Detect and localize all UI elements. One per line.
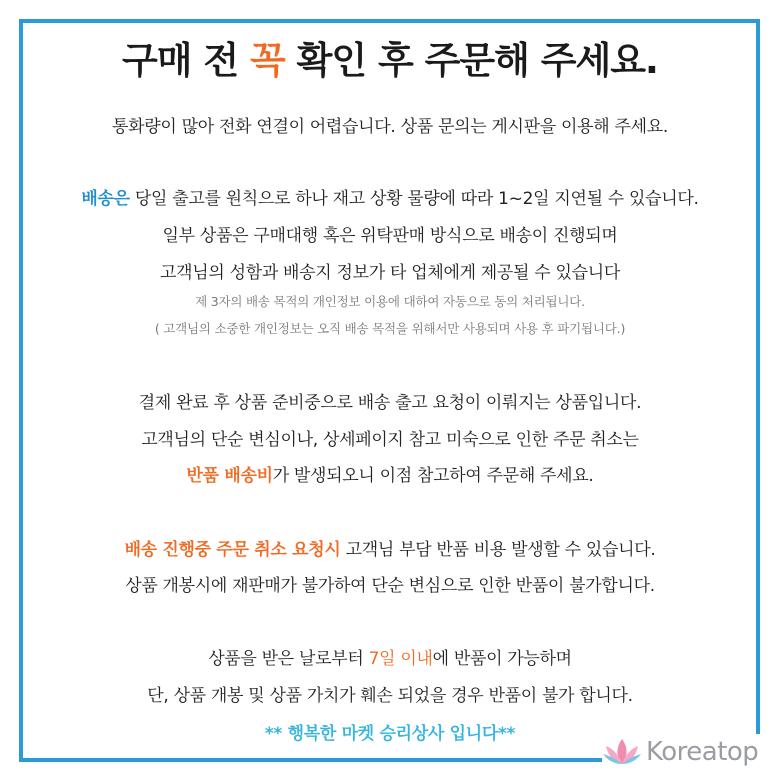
shipping-highlight: 배송은	[81, 189, 130, 209]
in-transit-line-1	[20, 535, 760, 560]
returns-line-1-post: 에 반품이 가능하며	[432, 649, 572, 669]
watermark-text: Koreatop	[646, 737, 759, 767]
returns-line-2: 단, 상품 개봉 및 상품 가치가 훼손 되었을 경우 반품이 불가 합니다.	[147, 686, 633, 706]
title-highlight: 꼭	[249, 39, 285, 82]
seven-days-highlight: 7일 이내	[368, 649, 433, 669]
shipping-note-2: ( 고객님의 소중한 개인정보는 오직 배송 목적을 위해서만 사용되며 사용 후 파기됩니다.)	[154, 321, 626, 336]
page-title	[0, 30, 780, 84]
cancel-line-3-rest: 가 발생되오니 이점 참고하여 주문해 주세요.	[272, 466, 594, 486]
shipping-line-1-rest: 당일 출고를 원칙으로 하나 재고 상황 물량에 따라 1~2일 지연될 수 있습니다.	[129, 189, 699, 209]
in-transit-highlight: 배송 진행중 주문 취소 요청시	[124, 540, 341, 560]
in-transit-line-1-rest: 고객님 부담 반품 비용 발생할 수 있습니다.	[340, 540, 656, 560]
koreatop-watermark	[602, 734, 778, 770]
title-part2: 확인 후 주문해 주세요.	[284, 39, 658, 82]
footer-text: ** 행복한 마켓 승리상사 입니다**	[264, 724, 516, 744]
shipping-line-1	[20, 184, 760, 209]
title-part1: 구매 전	[121, 39, 250, 82]
shipping-note-1: 제 3자의 배송 목적의 개인정보 이용에 대하여 자동으로 동의 처리됩니다.	[195, 294, 585, 309]
return-shipping-fee-highlight: 반품 배송비	[186, 466, 273, 486]
intro-text: 통화량이 많아 전화 연결이 어렵습니다. 상품 문의는 게시판을 이용해 주세요.	[112, 117, 668, 137]
in-transit-line-2: 상품 개봉시에 재판매가 불가하여 단순 변심으로 인한 반품이 불가합니다.	[125, 576, 655, 596]
lotus-icon	[602, 737, 642, 767]
returns-line-1-pre: 상품을 받은 날로부터	[208, 649, 369, 669]
shipping-line-2: 일부 상품은 구매대행 혹은 위탁판매 방식으로 배송이 진행되며	[162, 226, 618, 246]
cancel-line-1: 결제 완료 후 상품 준비중으로 배송 출고 요청이 이뤄지는 상품입니다.	[138, 393, 642, 413]
returns-line-1	[20, 644, 760, 669]
cancel-line-2: 고객님의 단순 변심이나, 상세페이지 참고 미숙으로 인한 주문 취소는	[141, 430, 639, 450]
cancel-line-3	[20, 461, 760, 486]
shipping-line-3: 고객님의 성함과 배송지 정보가 타 업체에게 제공될 수 있습니다	[159, 263, 620, 283]
